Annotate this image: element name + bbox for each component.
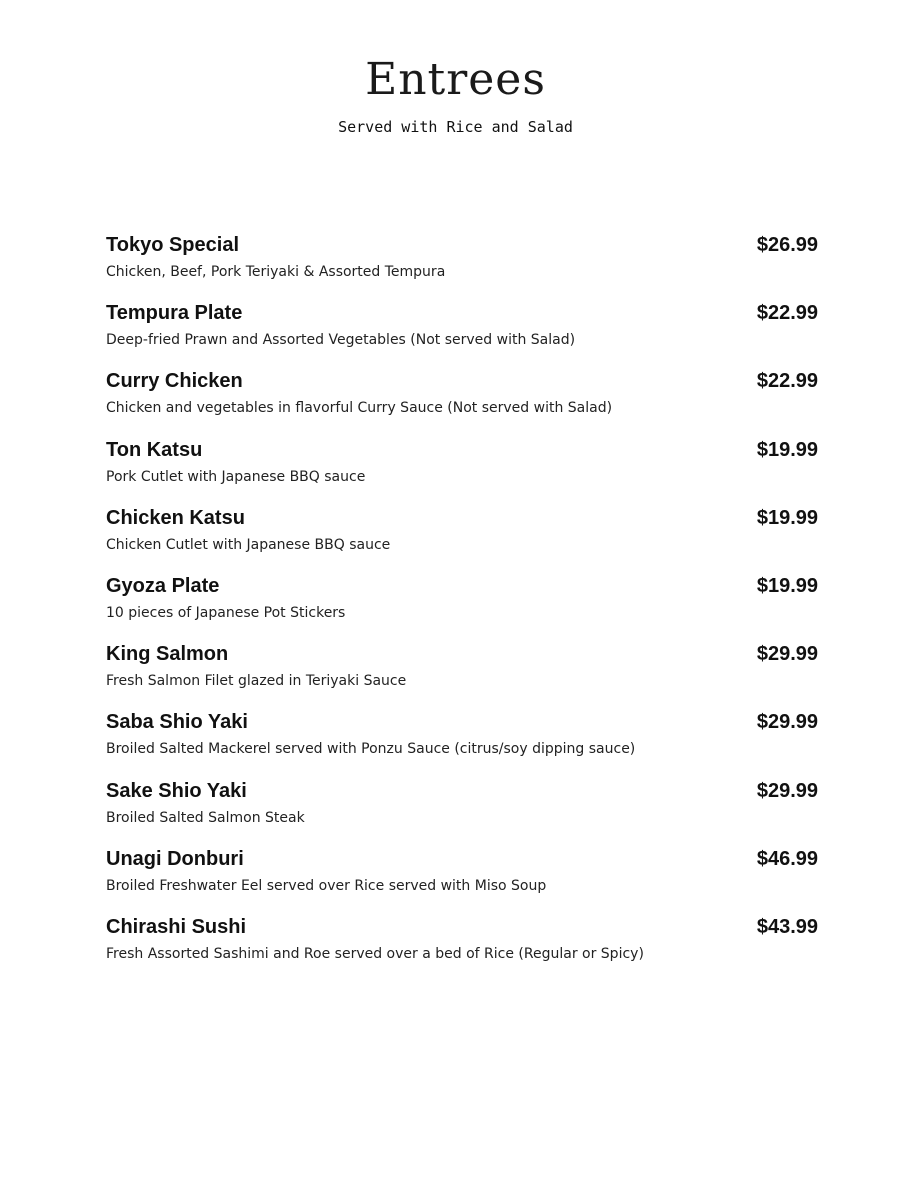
menu-item-description: Broiled Salted Mackerel served with Ponzu Sauce (citrus/soy dipping sauce) — [106, 741, 636, 758]
menu-item-price: $19.99 — [756, 506, 818, 529]
menu-item-price: $43.99 — [756, 915, 818, 938]
menu-item — [106, 366, 818, 434]
page-subtitle: Served with Rice and Salad — [338, 118, 573, 136]
menu-item — [106, 639, 818, 707]
menu-item-description: Fresh Assorted Sashimi and Roe served over a bed of Rice (Regular or Spicy) — [106, 945, 644, 962]
menu-item — [106, 912, 818, 980]
menu-item-name: Tempura Plate — [106, 302, 243, 325]
page-title: Entrees — [365, 54, 546, 105]
menu-item-description: Chicken and vegetables in flavorful Curry Sauce (Not served with Salad) — [106, 400, 613, 417]
menu-item-name: Ton Katsu — [106, 438, 203, 461]
menu-item — [106, 844, 818, 912]
menu-item — [106, 571, 818, 639]
menu-item-description: Deep-fried Prawn and Assorted Vegetables (Not served with Salad) — [106, 332, 576, 349]
menu-item — [106, 298, 818, 366]
menu-item-price: $46.99 — [756, 847, 818, 870]
menu-item-name: Tokyo Special — [106, 234, 240, 256]
menu-item-price: $29.99 — [756, 643, 818, 666]
menu-item — [106, 435, 818, 503]
menu-item — [106, 503, 818, 571]
menu-item-name: Chicken Katsu — [106, 506, 245, 529]
menu-item — [106, 230, 818, 298]
menu-item-name: Unagi Donburi — [106, 847, 244, 870]
menu-item-description: Chicken, Beef, Pork Teriyaki & Assorted Tempura — [106, 264, 446, 280]
menu-item-description: Pork Cutlet with Japanese BBQ sauce — [106, 468, 366, 485]
menu-item-price: $26.99 — [756, 234, 818, 256]
menu-item-name: Gyoza Plate — [106, 574, 220, 597]
menu-item — [106, 707, 818, 775]
menu-item-name: King Salmon — [106, 643, 229, 666]
menu-item-price: $22.99 — [756, 370, 818, 393]
menu-list — [106, 230, 818, 980]
menu-item-price: $29.99 — [756, 779, 818, 802]
menu-item-description: Broiled Salted Salmon Steak — [106, 809, 305, 826]
menu-item-description: 10 pieces of Japanese Pot Stickers — [106, 604, 346, 621]
menu-item-name: Sake Shio Yaki — [106, 779, 247, 802]
menu-item-description: Chicken Cutlet with Japanese BBQ sauce — [106, 536, 391, 553]
menu-item-price: $22.99 — [756, 302, 818, 325]
menu-item-name: Curry Chicken — [106, 370, 243, 393]
menu-item-price: $19.99 — [756, 574, 818, 597]
menu-item-name: Chirashi Sushi — [106, 915, 247, 938]
menu-item-name: Saba Shio Yaki — [106, 711, 248, 734]
menu-item-price: $29.99 — [756, 711, 818, 734]
menu-item-description: Fresh Salmon Filet glazed in Teriyaki Sauce — [106, 673, 407, 690]
menu-item-description: Broiled Freshwater Eel served over Rice served with Miso Soup — [106, 877, 547, 894]
menu-item — [106, 776, 818, 844]
menu-item-price: $19.99 — [756, 438, 818, 461]
